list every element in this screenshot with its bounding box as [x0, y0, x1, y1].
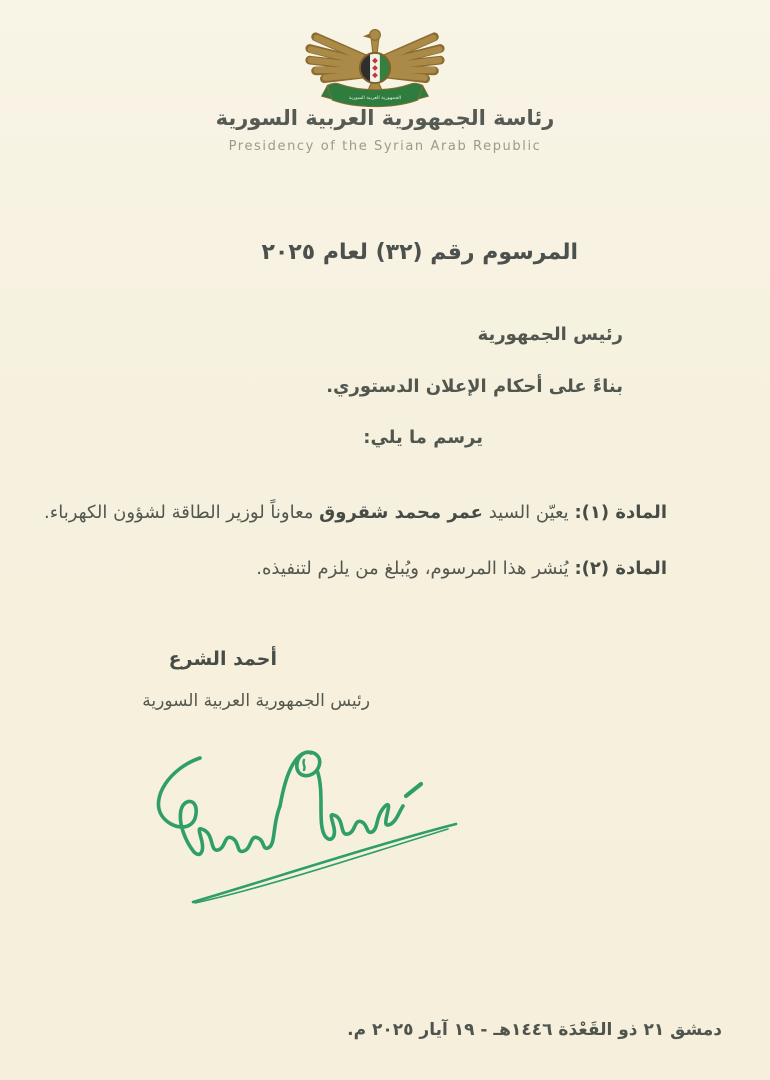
presidency-title-arabic: رئاسة الجمهورية العربية السورية [215, 106, 555, 130]
article-1-text-after: معاوناً لوزير الطاقة لشؤون الكهرباء. [44, 502, 314, 523]
presidency-title-english: Presidency of the Syrian Arab Republic [228, 139, 542, 154]
emblem-banner-text: الجمهورية العربية السورية [348, 95, 402, 102]
signer-title: رئيس الجمهورية العربية السورية [142, 691, 370, 711]
article-1 [44, 501, 667, 525]
article-1-label: المادة (١): [574, 502, 667, 523]
article-2-text: يُنشر هذا المرسوم، ويُبلغ من يلزم لتنفيذه. [256, 558, 569, 579]
constitutional-basis-line: بناءً على أحكام الإعلان الدستوري. [326, 376, 623, 397]
article-2-label: المادة (٢): [574, 558, 667, 579]
decree-preamble: يرسم ما يلي: [363, 427, 483, 448]
signature-ink [138, 740, 468, 915]
issuer-line: رئيس الجمهورية [477, 324, 623, 345]
article-1-appointee-name: عمر محمد شقروق [319, 502, 483, 523]
article-1-text-before: يعيّن السيد [488, 502, 569, 523]
syrian-eagle-emblem-icon [302, 22, 448, 112]
date-place-line: دمشق ٢١ ذو القَعْدَة ١٤٤٦هـ - ١٩ آيار ٢٠٢٥ م. [347, 1020, 722, 1040]
signer-name: أحمد الشرع [168, 648, 277, 670]
decree-title: المرسوم رقم (٣٢) لعام ٢٠٢٥ [261, 240, 578, 265]
article-2 [256, 557, 667, 581]
